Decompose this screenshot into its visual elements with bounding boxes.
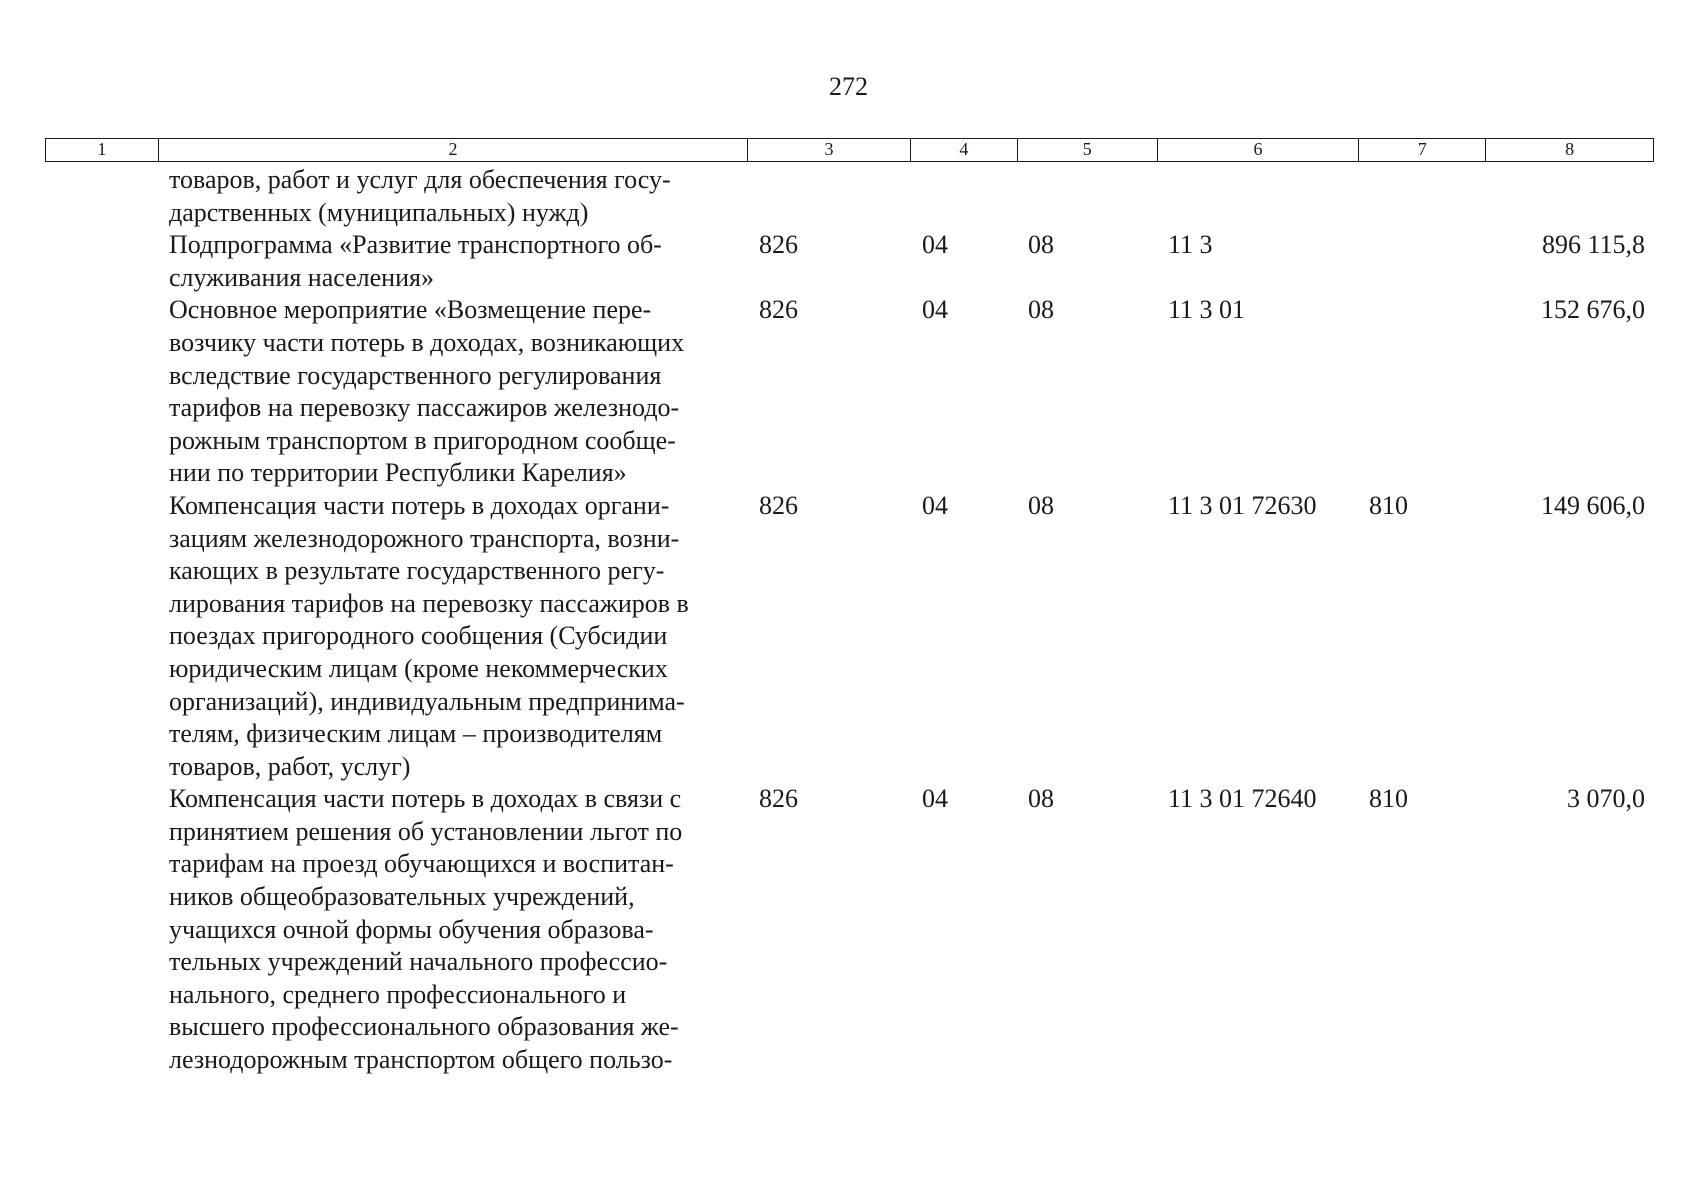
row-description: Компенсация части потерь в доходах в связи с принятием решения об установлении льгот по тарифам на проезд обучающихся и воспитан- ников общеобразовательных учреждений, учащихся очной формы обучения образова- тельных учреждений начального профессио- нального, среднего профессионального и высшего профессионального образования же- лезнодорожным транспортом общего пользо- — [169, 784, 683, 1075]
row-section-code: 04 — [922, 784, 948, 814]
row-section-code: 04 — [922, 230, 948, 260]
row-ministry-code: 826 — [759, 295, 798, 325]
row-expense-type: 810 — [1369, 490, 1408, 520]
table-row — [0, 490, 1697, 783]
row-subsection-code: 08 — [1028, 295, 1054, 325]
row-description: Основное мероприятие «Возмещение пере- возчику части потерь в доходах, возникающих вследствие государственного регулирования тарифов на перевозку пассажиров железнодо- рожным транспортом в пригородном сообще- нии по территории Республики Карелия» — [169, 295, 685, 488]
page-number: 272 — [829, 72, 868, 101]
row-ministry-code: 826 — [759, 784, 798, 814]
header-col-6: 6 — [1158, 139, 1360, 161]
header-col-2: 2 — [159, 139, 748, 161]
row-description: Подпрограмма «Развитие транспортного об- служивания населения» — [169, 230, 662, 292]
table-row — [0, 294, 1697, 490]
row-subsection-code: 08 — [1028, 784, 1054, 814]
row-ministry-code: 826 — [759, 490, 798, 520]
row-amount: 3 070,0 — [1567, 784, 1645, 814]
row-ministry-code: 826 — [759, 230, 798, 260]
row-target-article: 11 3 — [1168, 230, 1213, 260]
row-target-article: 11 3 01 72640 — [1168, 784, 1317, 814]
table-row — [0, 783, 1697, 1076]
header-col-7: 7 — [1359, 139, 1486, 161]
row-expense-type: 810 — [1369, 784, 1408, 814]
row-target-article: 11 3 01 — [1168, 295, 1246, 325]
column-number-header — [45, 138, 1654, 162]
row-subsection-code: 08 — [1028, 490, 1054, 520]
row-description: товаров, работ и услуг для обеспечения госу- дарственных (муниципальных) нужд) — [169, 165, 671, 227]
row-section-code: 04 — [922, 295, 948, 325]
row-amount: 149 606,0 — [1541, 490, 1645, 520]
header-col-8: 8 — [1565, 139, 1575, 159]
row-amount: 152 676,0 — [1541, 295, 1645, 325]
table-row — [0, 164, 1697, 229]
row-subsection-code: 08 — [1028, 230, 1054, 260]
table-row — [0, 229, 1697, 294]
header-col-4: 4 — [911, 139, 1018, 161]
row-target-article: 11 3 01 72630 — [1168, 490, 1317, 520]
row-amount: 896 115,8 — [1541, 230, 1645, 260]
header-col-3: 3 — [748, 139, 911, 161]
header-col-5: 5 — [1018, 139, 1158, 161]
row-section-code: 04 — [922, 490, 948, 520]
header-col-1: 1 — [46, 139, 159, 161]
budget-table-body — [0, 164, 1697, 1077]
row-description: Компенсация части потерь в доходах органи- зациям железнодорожного транспорта, возни- кающих в результате государственного регу- лирования тарифов на перевозку пассажиров в поездах пригородного сообщения (Субсидии юридическим лицам (кроме некоммерческих организаций), индивидуальным предпринима- телям, физическим лицам – производителям товаров, работ, услуг) — [169, 490, 689, 781]
